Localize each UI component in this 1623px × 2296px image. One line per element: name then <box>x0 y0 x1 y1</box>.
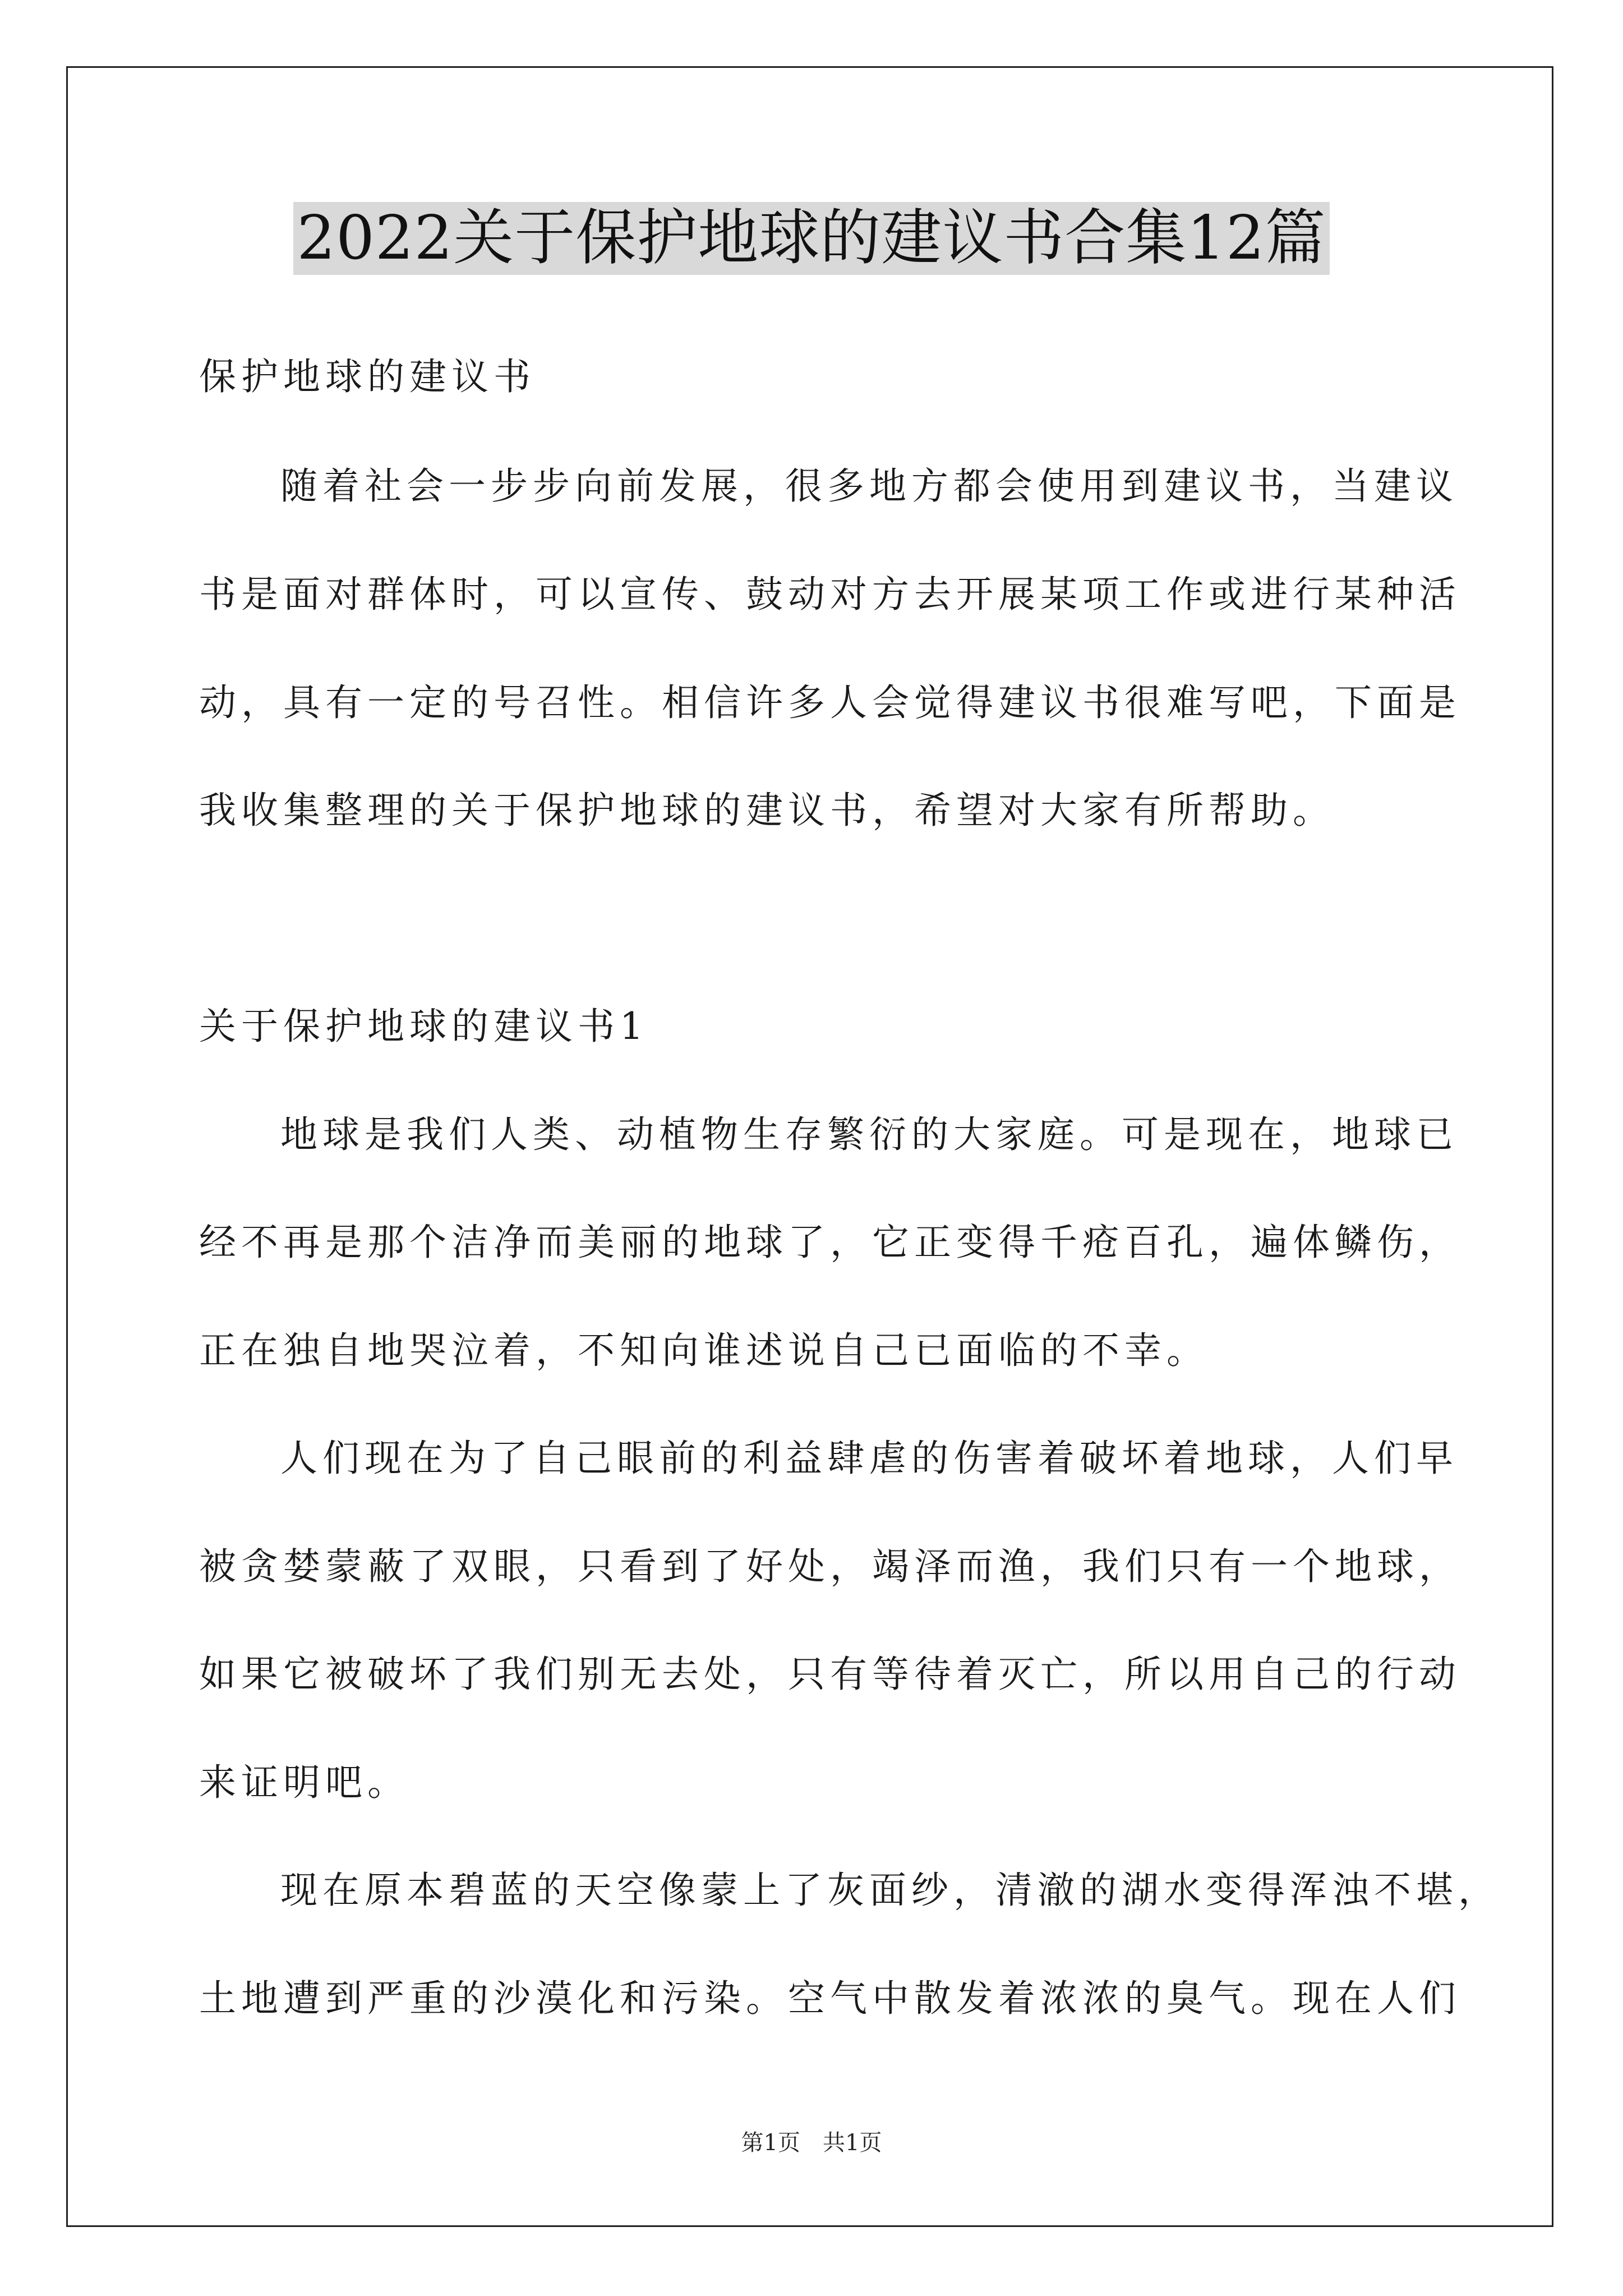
section-heading: 关于保护地球的建议书1 <box>199 1005 648 1048</box>
paragraph-line: 正在独自地哭泣着，不知向谁述说自己已面临的不幸。 <box>199 1329 1209 1372</box>
intro-line: 动，具有一定的号召性。相信许多人会觉得建议书很难写吧，下面是 <box>199 681 1461 724</box>
document-title: 2022关于保护地球的建议书合集12篇 <box>293 202 1329 275</box>
paragraph-line: 土地遭到严重的沙漠化和污染。空气中散发着浓浓的臭气。现在人们 <box>199 1977 1461 2020</box>
paragraph-line: 如果它被破坏了我们别无去处，只有等待着灭亡，所以用自己的行动 <box>199 1653 1461 1696</box>
paragraph-line: 人们现在为了自己眼前的利益肆虐的伤害着破坏着地球，人们早 <box>280 1437 1458 1480</box>
paragraph-line: 地球是我们人类、动植物生存繁衍的大家庭。可是现在，地球已 <box>280 1113 1458 1156</box>
page-footer: 第1页 共1页 <box>741 2130 882 2156</box>
intro-line: 书是面对群体时，可以宣传、鼓动对方去开展某项工作或进行某种活 <box>199 573 1461 616</box>
paragraph-line: 被贪婪蒙蔽了双眼，只看到了好处，竭泽而渔，我们只有一个地球， <box>199 1545 1461 1588</box>
intro-line: 随着社会一步步向前发展，很多地方都会使用到建议书，当建议 <box>280 464 1458 508</box>
title-container <box>0 202 1623 275</box>
paragraph-line: 经不再是那个洁净而美丽的地球了，它正变得千疮百孔，遍体鳞伤， <box>199 1221 1461 1264</box>
intro-line: 我收集整理的关于保护地球的建议书，希望对大家有所帮助。 <box>199 789 1335 832</box>
paragraph-line: 现在原本碧蓝的天空像蒙上了灰面纱，清澈的湖水变得浑浊不堪， <box>280 1869 1500 1912</box>
intro-heading: 保护地球的建议书 <box>199 355 536 398</box>
paragraph-line: 来证明吧。 <box>199 1761 409 1804</box>
